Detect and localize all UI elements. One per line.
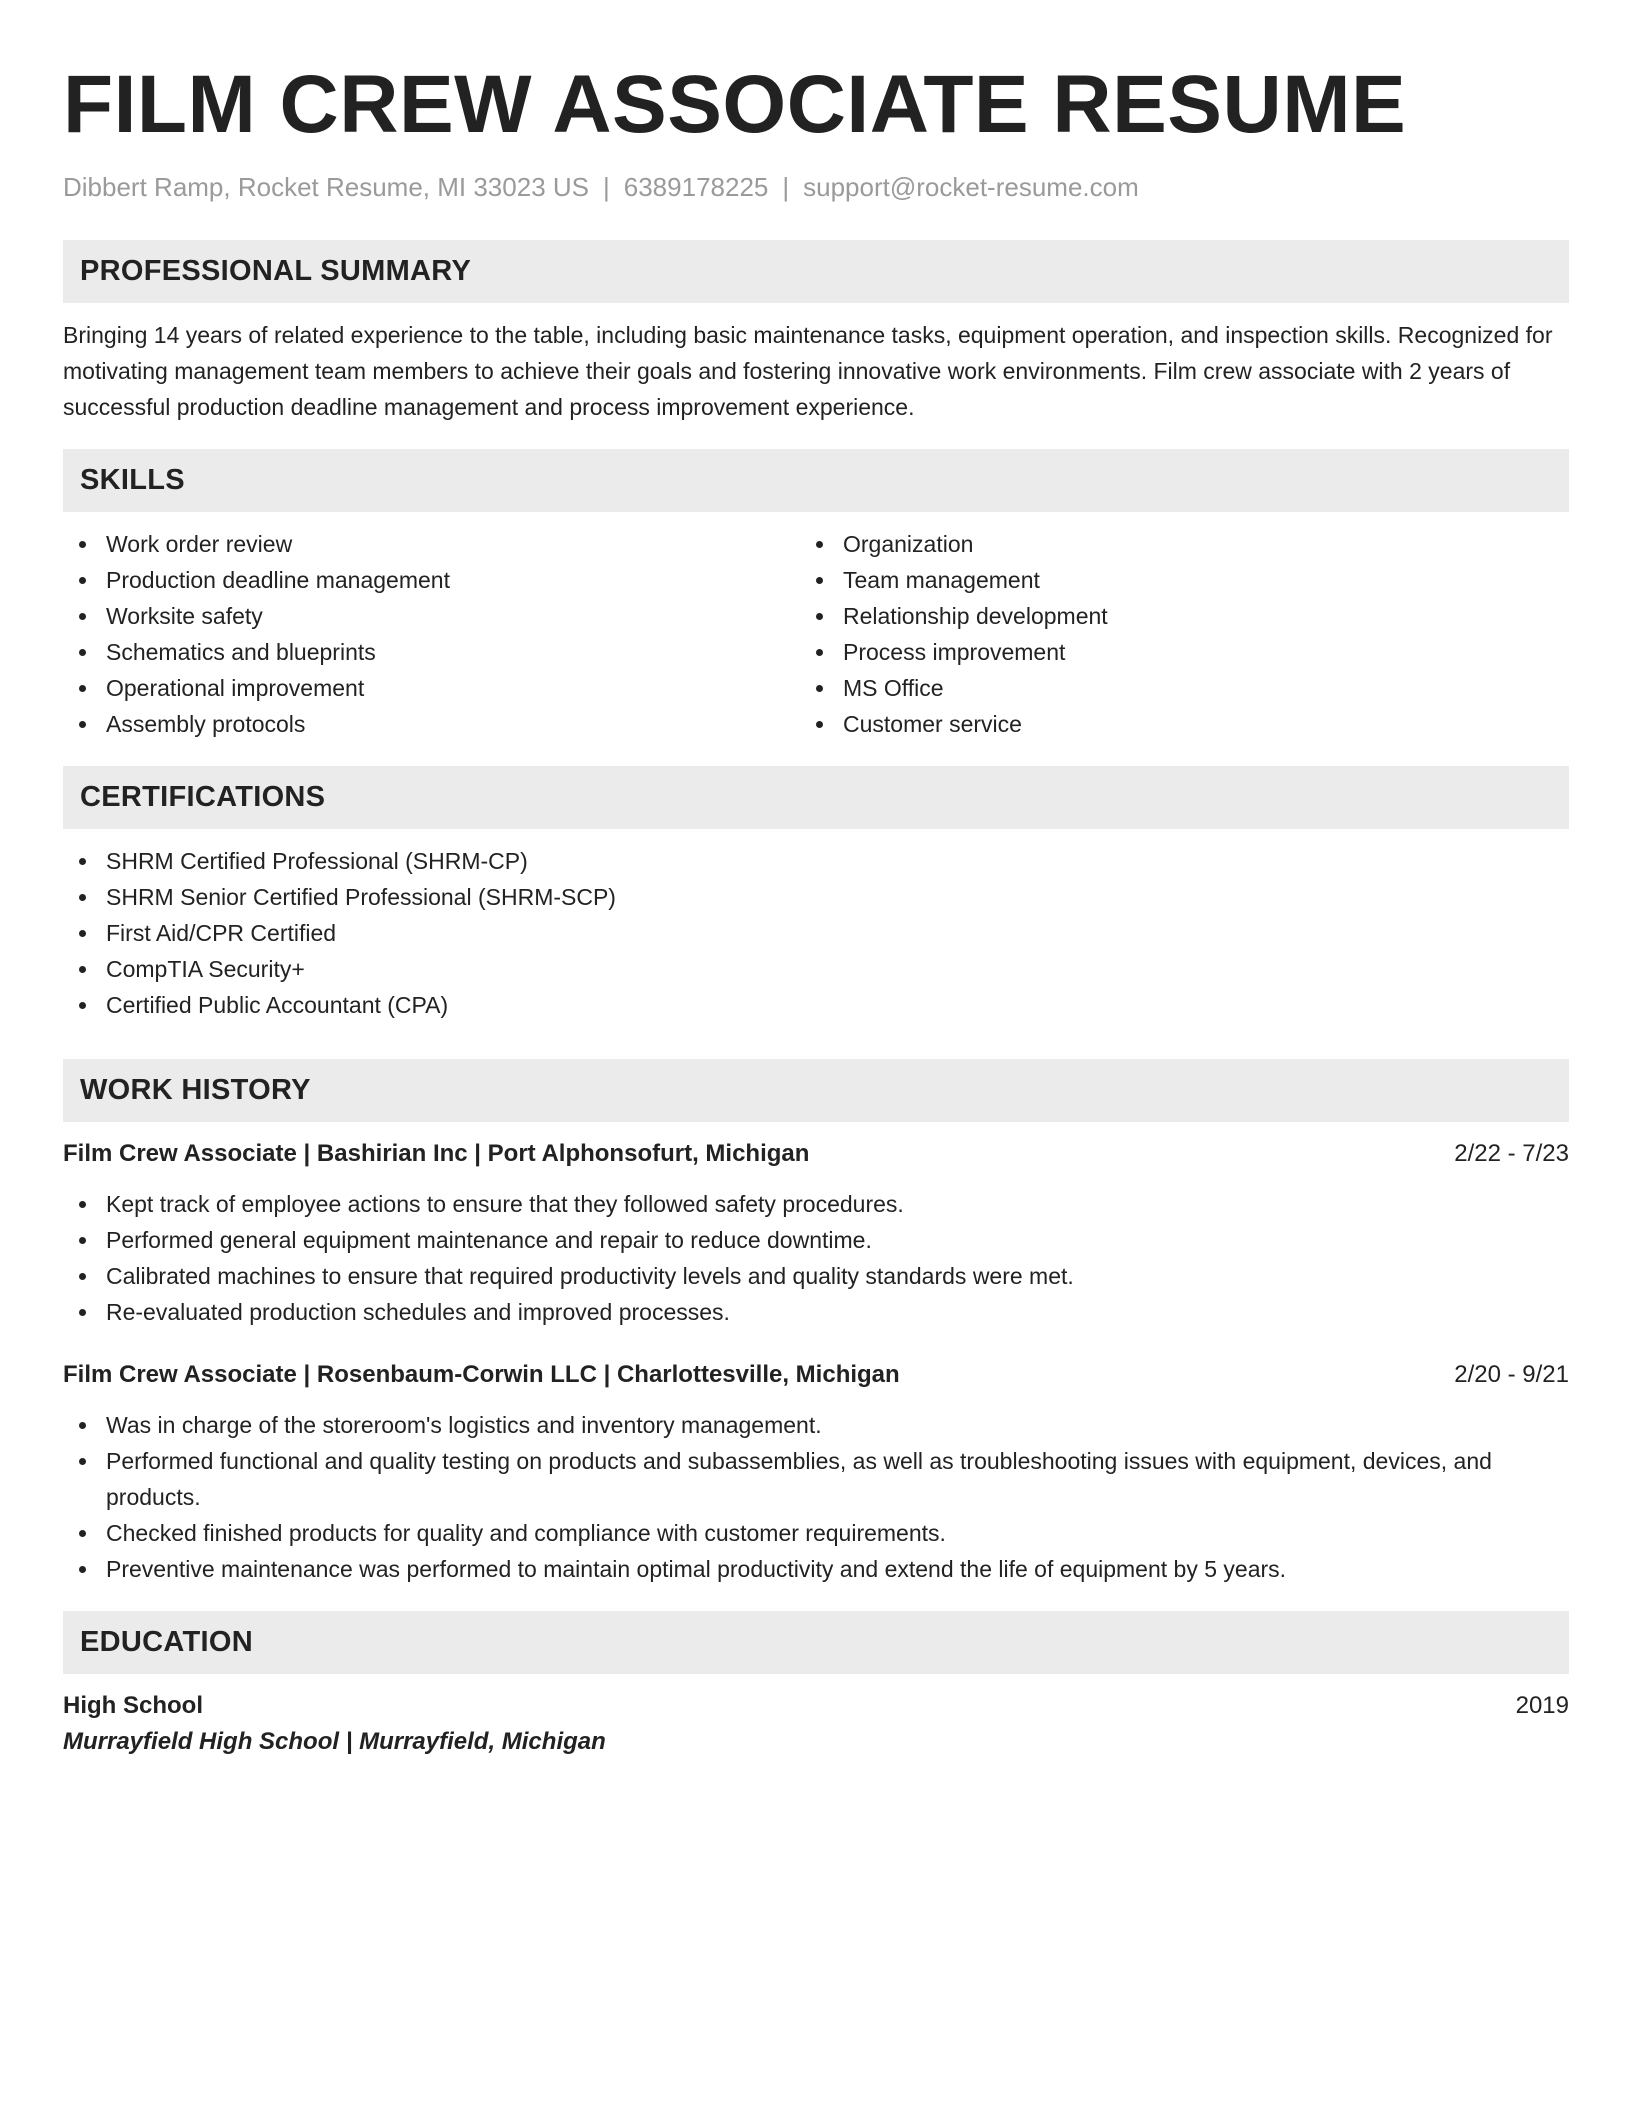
certifications-list (63, 843, 1569, 1023)
job-header (63, 1136, 1569, 1172)
job-dates: 2/20 - 9/21 (1454, 1361, 1569, 1389)
section-header-work-history: WORK HISTORY (63, 1059, 1569, 1122)
certification-item: First Aid/CPR Certified (63, 915, 1569, 951)
job-bullet: Calibrated machines to ensure that required productivity levels and quality standards were met. (63, 1258, 1569, 1294)
contact-separator: | (782, 172, 790, 202)
contact-address: Dibbert Ramp, Rocket Resume, MI 33023 US (63, 172, 589, 202)
contact-line (63, 172, 1569, 203)
certification-item: SHRM Senior Certified Professional (SHRM-SCP) (63, 879, 1569, 915)
certification-item: SHRM Certified Professional (SHRM-CP) (63, 843, 1569, 879)
skill-item: Operational improvement (63, 670, 800, 706)
job-title: Film Crew Associate | Rosenbaum-Corwin LLC | Charlottesville, Michigan (63, 1361, 900, 1389)
resume-title: FILM CREW ASSOCIATE RESUME (63, 59, 1407, 150)
contact-phone: 6389178225 (623, 172, 769, 202)
skill-item: Organization (800, 526, 1537, 562)
certification-item: CompTIA Security+ (63, 951, 1569, 987)
job-bullet: Re-evaluated production schedules and improved processes. (63, 1294, 1569, 1330)
job-header (63, 1357, 1569, 1393)
job-bullet: Kept track of employee actions to ensure that they followed safety procedures. (63, 1186, 1569, 1222)
education-degree: High School (63, 1692, 203, 1720)
section-header-summary: PROFESSIONAL SUMMARY (63, 240, 1569, 303)
job-bullet: Checked finished products for quality and compliance with customer requirements. (63, 1515, 1569, 1551)
skill-item: MS Office (800, 670, 1537, 706)
job-bullet: Preventive maintenance was performed to maintain optimal productivity and extend the life of equipment by 5 years. (63, 1551, 1569, 1587)
skill-item: Customer service (800, 706, 1537, 742)
education-entry (63, 1688, 1569, 1760)
skills-list-right (800, 526, 1537, 742)
education-school: Murrayfield High School | Murrayfield, Michigan (63, 1728, 606, 1756)
job-bullet: Performed functional and quality testing on products and subassemblies, as well as troubleshooting issues with equipment, devices, and products. (63, 1443, 1569, 1515)
skill-item: Team management (800, 562, 1537, 598)
job-bullet: Performed general equipment maintenance and repair to reduce downtime. (63, 1222, 1569, 1258)
job-bullet: Was in charge of the storeroom's logistics and inventory management. (63, 1407, 1569, 1443)
skills-list-left (63, 526, 800, 742)
skill-item: Relationship development (800, 598, 1537, 634)
section-header-skills: SKILLS (63, 449, 1569, 512)
skills-columns (63, 526, 1569, 742)
job-dates: 2/22 - 7/23 (1454, 1140, 1569, 1168)
summary-text: Bringing 14 years of related experience to the table, including basic maintenance tasks, equipment operation, and inspection skills. Recognized for motivating management team members to achieve their goals and fostering innovative work environments. Film crew associate with 2 years of successful production deadline management and process improvement experience. (63, 322, 1553, 421)
education-year: 2019 (1515, 1692, 1569, 1720)
certification-item: Certified Public Accountant (CPA) (63, 987, 1569, 1023)
job-bullets (63, 1186, 1569, 1330)
job-title: Film Crew Associate | Bashirian Inc | Port Alphonsofurt, Michigan (63, 1140, 810, 1168)
job-entry (63, 1357, 1569, 1587)
skill-item: Process improvement (800, 634, 1537, 670)
skill-item: Production deadline management (63, 562, 800, 598)
skill-item: Worksite safety (63, 598, 800, 634)
section-header-education: EDUCATION (63, 1611, 1569, 1674)
job-entry (63, 1136, 1569, 1330)
job-bullets (63, 1407, 1569, 1587)
contact-email: support@rocket-resume.com (803, 172, 1139, 202)
contact-separator: | (603, 172, 610, 202)
education-header (63, 1688, 1569, 1724)
skill-item: Schematics and blueprints (63, 634, 800, 670)
skill-item: Work order review (63, 526, 800, 562)
section-header-certifications: CERTIFICATIONS (63, 766, 1569, 829)
skill-item: Assembly protocols (63, 706, 800, 742)
